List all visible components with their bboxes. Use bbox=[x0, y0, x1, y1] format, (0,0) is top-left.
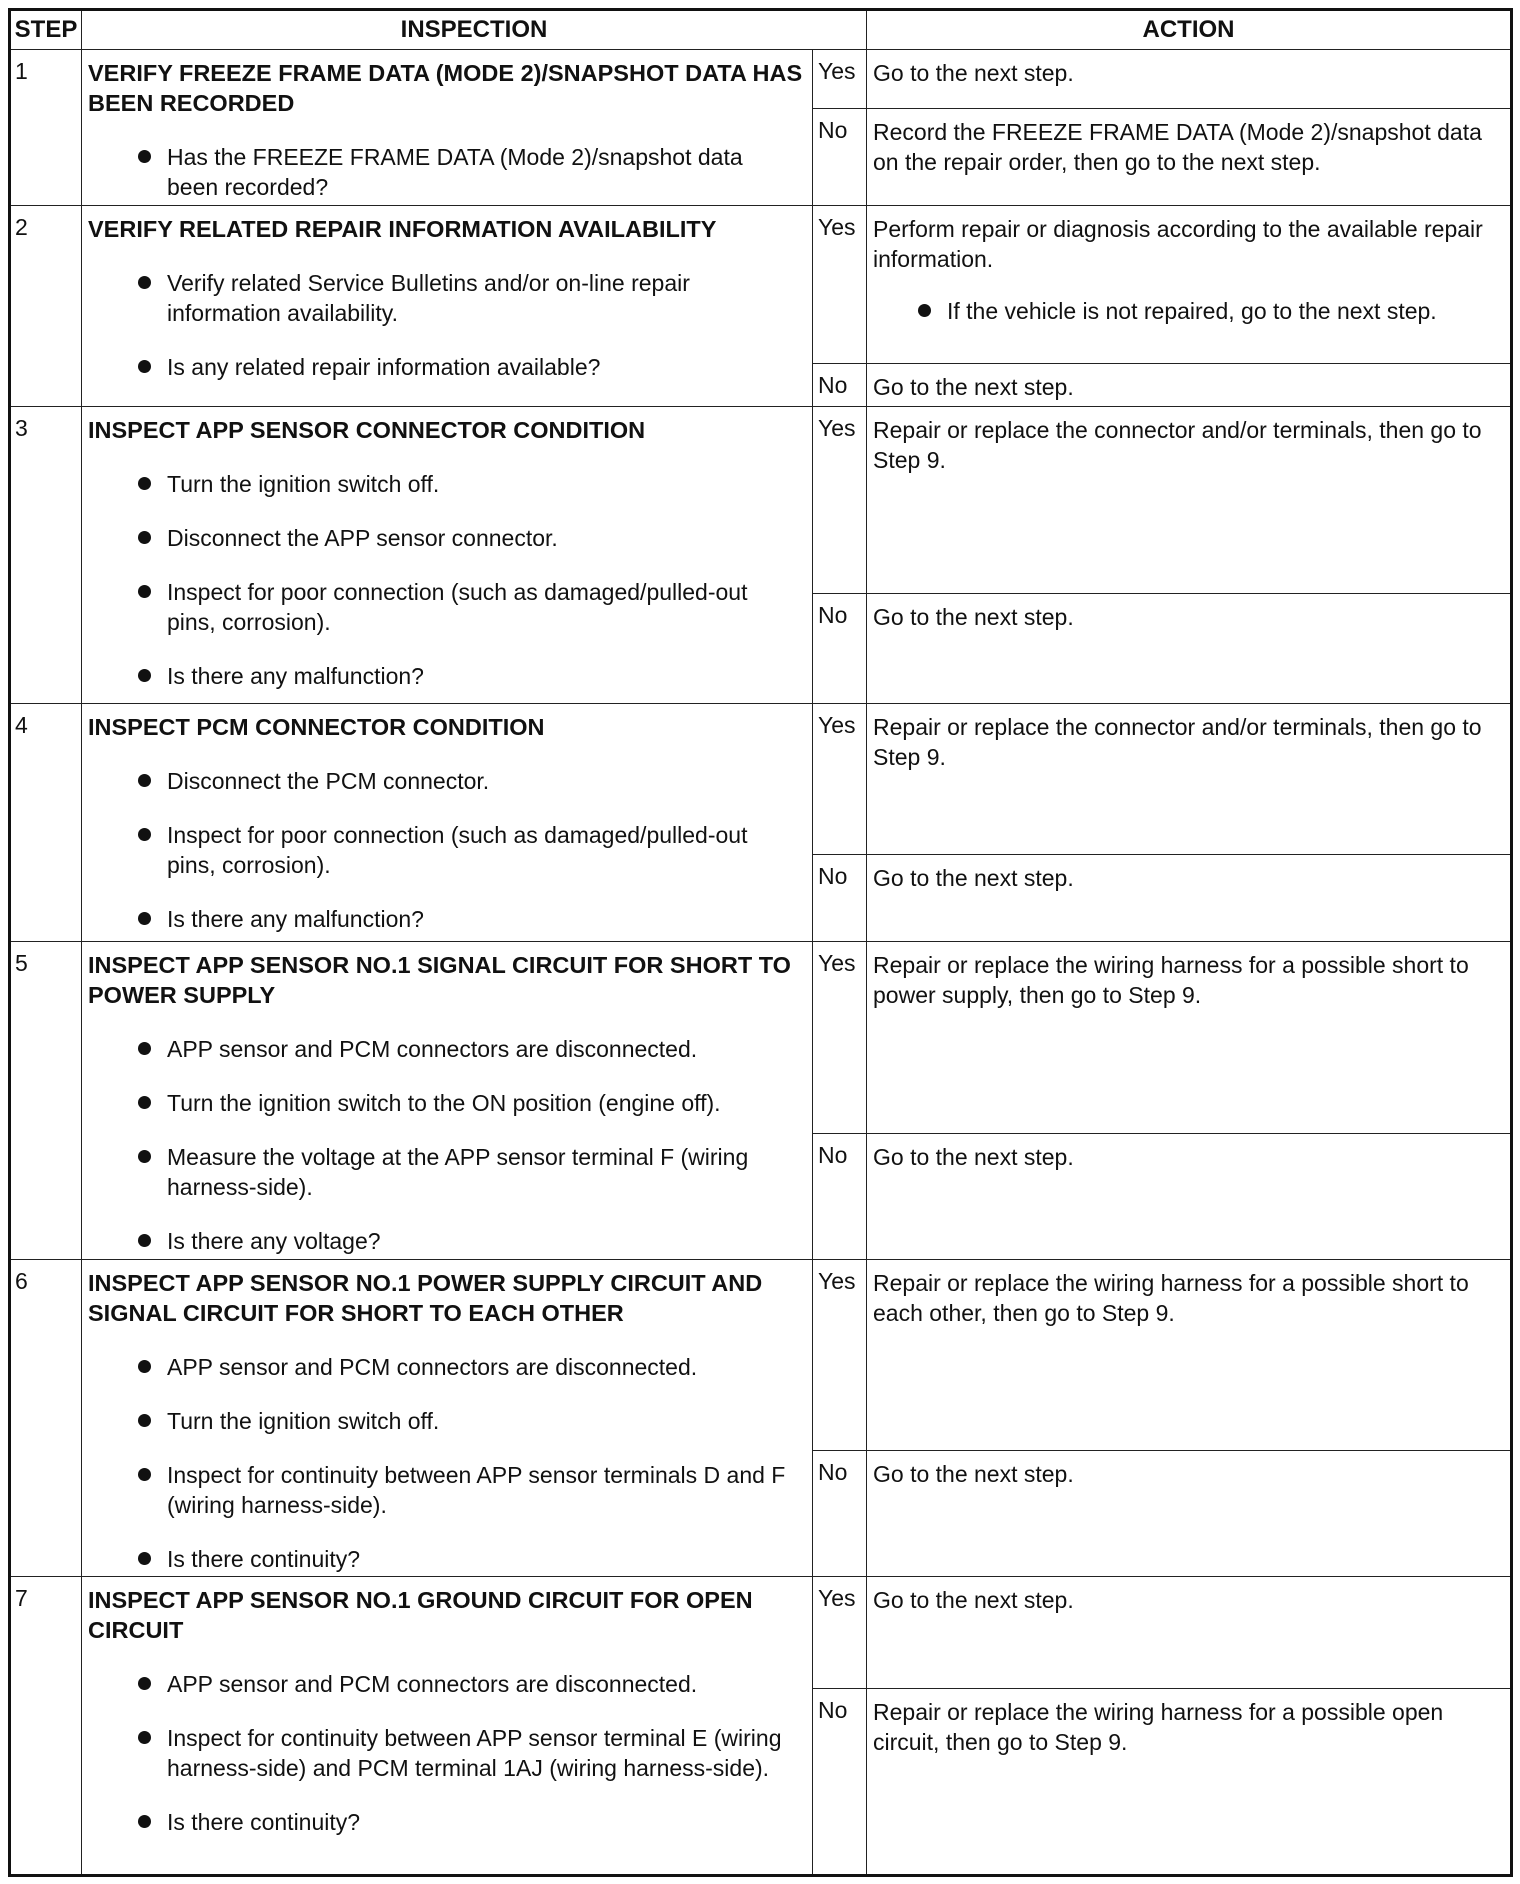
no-action: Go to the next step. bbox=[867, 1450, 1512, 1576]
inspection-bullet: APP sensor and PCM connectors are disconnected. bbox=[88, 1669, 794, 1699]
no-label: No bbox=[813, 364, 867, 406]
yes-action bbox=[867, 50, 1512, 108]
yes-action-subitems bbox=[873, 296, 1500, 326]
yes-action-text: Repair or replace the wiring harness for a possible short to power supply, then go to Step 9. bbox=[873, 952, 1469, 1009]
inspection-bullet: Turn the ignition switch to the ON position (engine off). bbox=[88, 1088, 794, 1118]
inspection-bullet: Is there continuity? bbox=[88, 1544, 794, 1574]
step-number: 5 bbox=[10, 942, 82, 1259]
yes-action-text: Perform repair or diagnosis according to the available repair information. bbox=[873, 216, 1483, 273]
table-header-row bbox=[10, 10, 1512, 50]
inspection-cell bbox=[82, 206, 813, 406]
no-action: Go to the next step. bbox=[867, 1133, 1512, 1259]
inspection-bullet: Disconnect the APP sensor connector. bbox=[88, 523, 794, 553]
step-row bbox=[10, 942, 1512, 1133]
inspection-checklist bbox=[88, 1034, 804, 1256]
step-row bbox=[10, 1259, 1512, 1450]
yes-label: Yes bbox=[813, 406, 867, 593]
inspection-bullet: Is there any malfunction? bbox=[88, 661, 794, 691]
inspection-bullet: Inspect for poor connection (such as damaged/pulled-out pins, corrosion). bbox=[88, 820, 794, 880]
no-label: No bbox=[813, 1133, 867, 1259]
header-step: STEP bbox=[10, 10, 82, 50]
inspection-title: INSPECT PCM CONNECTOR CONDITION bbox=[88, 713, 545, 740]
inspection-title: INSPECT APP SENSOR CONNECTOR CONDITION bbox=[88, 416, 646, 443]
inspection-bullet: Is there continuity? bbox=[88, 1807, 794, 1837]
inspection-title: INSPECT APP SENSOR NO.1 SIGNAL CIRCUIT FOR SHORT TO POWER SUPPLY bbox=[88, 952, 791, 1009]
inspection-checklist bbox=[88, 268, 804, 382]
inspection-cell bbox=[82, 406, 813, 703]
inspection-bullet: Inspect for continuity between APP sensor terminal E (wiring harness-side) and PCM terminal 1AJ (wiring harness-side). bbox=[88, 1723, 794, 1783]
inspection-bullet: Has the FREEZE FRAME DATA (Mode 2)/snapshot data been recorded? bbox=[88, 142, 794, 202]
no-label: No bbox=[813, 1688, 867, 1875]
inspection-bullet: Is there any malfunction? bbox=[88, 904, 794, 934]
no-label: No bbox=[813, 594, 867, 704]
inspection-checklist bbox=[88, 766, 804, 934]
step-number: 4 bbox=[10, 703, 82, 942]
inspection-bullet: Inspect for poor connection (such as damaged/pulled-out pins, corrosion). bbox=[88, 577, 794, 637]
yes-label: Yes bbox=[813, 942, 867, 1133]
inspection-title: VERIFY FREEZE FRAME DATA (MODE 2)/SNAPSHOT DATA HAS BEEN RECORDED bbox=[88, 60, 803, 117]
yes-action-text: Go to the next step. bbox=[873, 1586, 1074, 1613]
no-action: Go to the next step. bbox=[867, 594, 1512, 704]
step-number: 2 bbox=[10, 206, 82, 406]
no-label: No bbox=[813, 854, 867, 942]
yes-action-text: Repair or replace the connector and/or terminals, then go to Step 9. bbox=[873, 713, 1482, 770]
inspection-checklist bbox=[88, 469, 804, 691]
yes-action-subbullet: If the vehicle is not repaired, go to the next step. bbox=[873, 296, 1500, 326]
header-inspection: INSPECTION bbox=[82, 10, 867, 50]
inspection-cell bbox=[82, 1576, 813, 1875]
step-row bbox=[10, 206, 1512, 364]
step-number: 7 bbox=[10, 1576, 82, 1875]
step-row bbox=[10, 703, 1512, 854]
inspection-cell bbox=[82, 703, 813, 942]
inspection-bullet: Turn the ignition switch off. bbox=[88, 469, 794, 499]
yes-action-text: Repair or replace the connector and/or terminals, then go to Step 9. bbox=[873, 416, 1482, 473]
yes-action bbox=[867, 703, 1512, 854]
inspection-checklist bbox=[88, 142, 804, 202]
no-label: No bbox=[813, 1450, 867, 1576]
inspection-bullet: Verify related Service Bulletins and/or on-line repair information availability. bbox=[88, 268, 794, 328]
yes-label: Yes bbox=[813, 703, 867, 854]
yes-action bbox=[867, 942, 1512, 1133]
no-action: Go to the next step. bbox=[867, 364, 1512, 406]
step-row bbox=[10, 406, 1512, 593]
yes-action-text: Repair or replace the wiring harness for a possible short to each other, then go to Step 9. bbox=[873, 1269, 1469, 1326]
inspection-bullet: Measure the voltage at the APP sensor terminal F (wiring harness-side). bbox=[88, 1142, 794, 1202]
inspection-bullet: APP sensor and PCM connectors are disconnected. bbox=[88, 1034, 794, 1064]
yes-action bbox=[867, 1259, 1512, 1450]
no-action: Go to the next step. bbox=[867, 854, 1512, 942]
yes-label: Yes bbox=[813, 206, 867, 364]
inspection-title: INSPECT APP SENSOR NO.1 GROUND CIRCUIT FOR OPEN CIRCUIT bbox=[88, 1586, 753, 1643]
no-label: No bbox=[813, 108, 867, 206]
yes-label: Yes bbox=[813, 50, 867, 108]
inspection-bullet: Disconnect the PCM connector. bbox=[88, 766, 794, 796]
inspection-title: INSPECT APP SENSOR NO.1 POWER SUPPLY CIRCUIT AND SIGNAL CIRCUIT FOR SHORT TO EACH OTHER bbox=[88, 1269, 763, 1326]
no-action: Repair or replace the wiring harness for a possible open circuit, then go to Step 9. bbox=[867, 1688, 1512, 1875]
step-row bbox=[10, 50, 1512, 108]
yes-action bbox=[867, 406, 1512, 593]
yes-action bbox=[867, 1576, 1512, 1688]
inspection-checklist bbox=[88, 1669, 804, 1837]
inspection-cell bbox=[82, 50, 813, 206]
step-number: 6 bbox=[10, 1259, 82, 1576]
step-number: 3 bbox=[10, 406, 82, 703]
inspection-bullet: Inspect for continuity between APP sensor terminals D and F (wiring harness-side). bbox=[88, 1460, 794, 1520]
step-row bbox=[10, 1576, 1512, 1688]
diagnostic-procedure-table bbox=[8, 8, 1513, 1877]
yes-action-text: Go to the next step. bbox=[873, 60, 1074, 87]
header-action: ACTION bbox=[867, 10, 1512, 50]
yes-action bbox=[867, 206, 1512, 364]
no-action: Record the FREEZE FRAME DATA (Mode 2)/snapshot data on the repair order, then go to the next step. bbox=[867, 108, 1512, 206]
inspection-cell bbox=[82, 942, 813, 1259]
yes-label: Yes bbox=[813, 1576, 867, 1688]
inspection-bullet: Is there any voltage? bbox=[88, 1226, 794, 1256]
inspection-bullet: APP sensor and PCM connectors are disconnected. bbox=[88, 1352, 794, 1382]
step-number: 1 bbox=[10, 50, 82, 206]
inspection-bullet: Turn the ignition switch off. bbox=[88, 1406, 794, 1436]
inspection-bullet: Is any related repair information available? bbox=[88, 352, 794, 382]
inspection-cell bbox=[82, 1259, 813, 1576]
inspection-title: VERIFY RELATED REPAIR INFORMATION AVAILABILITY bbox=[88, 216, 717, 243]
inspection-checklist bbox=[88, 1352, 804, 1574]
yes-label: Yes bbox=[813, 1259, 867, 1450]
